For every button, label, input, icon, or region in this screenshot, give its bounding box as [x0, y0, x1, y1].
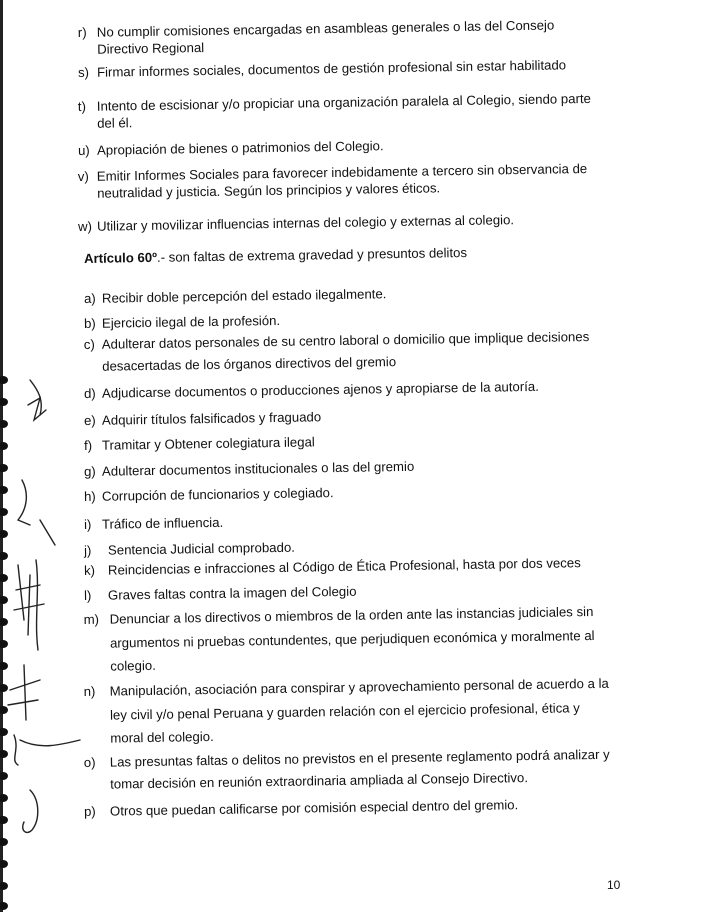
- item-letter: t): [77, 98, 87, 115]
- list-item-s: [78, 56, 605, 81]
- item-text-line: neutralidad y justicia. Según los principios y valores éticos.: [97, 180, 441, 201]
- item-letter: j): [83, 542, 92, 558]
- item-letter: u): [77, 142, 90, 158]
- item-letter: w): [77, 218, 93, 234]
- item-letter: m): [83, 611, 100, 628]
- item-text-line: Graves faltas contra la imagen del Colegio: [107, 583, 357, 603]
- item-text-line: Firmar informes sociales, documentos de gestión profesional sin estar habilitado: [96, 57, 567, 80]
- item-text-line: Adjudicarse documentos o producciones ajenos y apropiarse de la autoría.: [101, 378, 539, 401]
- list-item-i: [84, 506, 602, 536]
- list-item-o: [84, 744, 621, 796]
- item-letter: p): [83, 803, 96, 819]
- list-item-t: [78, 90, 605, 132]
- item-text-line: colegio.: [110, 657, 156, 674]
- article-heading: [84, 244, 467, 268]
- item-text-line: Adulterar datos personales de su centro laboral o domicilio que implique decisiones: [101, 329, 590, 352]
- item-letter: h): [83, 488, 96, 504]
- item-text-line: No cumplir comisiones encargadas en asambleas generales o las del Consejo: [96, 17, 555, 40]
- list-item-u: [78, 134, 605, 159]
- item-text-line: Corrupción de funcionarios y colegiado.: [101, 485, 334, 504]
- item-text-line: Adquirir títulos falsificados y fraguado: [101, 409, 322, 428]
- item-text-line: Manipulación, asociación para conspirar y aprovechamiento personal de acuerdo a la: [109, 675, 609, 699]
- item-letter: f): [83, 437, 93, 453]
- article-title: Artículo 60º: [83, 249, 158, 266]
- item-text-line: Tramitar y Obtener colegiatura ilegal: [101, 434, 315, 453]
- item-text-line: Ejercicio ilegal de la profesión.: [101, 312, 281, 331]
- list-item-n: [83, 672, 620, 751]
- item-text-line: moral del colegio.: [110, 728, 214, 746]
- item-letter: s): [77, 64, 90, 80]
- item-letter: l): [83, 587, 92, 603]
- item-letter: c): [83, 336, 95, 353]
- item-text-line: Tráfico de influencia.: [101, 514, 224, 532]
- item-text-line: Emitir Informes Sociales para favorecer indebidamente a tercero sin observancia de: [96, 161, 588, 184]
- item-text-line: Denunciar a los directivos o miembros de la orden ante las instancias judiciales sin: [109, 603, 594, 627]
- item-text-line: argumentos ni pruebas contundentes, que perjudiquen económica y moralmente al: [109, 627, 595, 651]
- list-item-r: [78, 16, 605, 58]
- list-item-w: [78, 210, 605, 235]
- item-letter: i): [83, 516, 92, 532]
- item-text-line: desacertadas de los órganos directivos del gremio: [102, 354, 397, 374]
- item-letter: o): [83, 754, 96, 771]
- item-text-line: Recibir doble percepción del estado ilegalmente.: [101, 286, 387, 306]
- item-text-line: del él.: [97, 115, 133, 131]
- item-text-line: Adulterar documentos institucionales o las del gremio: [101, 458, 415, 479]
- list-item-m: [83, 600, 620, 679]
- item-letter: e): [83, 412, 96, 428]
- item-letter: g): [83, 463, 96, 479]
- item-text-line: Reincidencias e infracciones al Código de Ética Profesional, hasta por dos veces: [107, 555, 581, 578]
- item-letter: v): [77, 168, 89, 185]
- item-text-line: Intento de escisionar y/o propiciar una organización paralela al Colegio, siendo parte: [96, 90, 592, 114]
- list-item-p: [84, 793, 610, 823]
- list-item-h: [84, 478, 602, 508]
- item-text-line: tomar decisión en reunión extraordinaria ampliada al Consejo Directivo.: [110, 770, 529, 792]
- item-text-line: Directivo Regional: [97, 40, 205, 57]
- item-letter: k): [83, 562, 96, 578]
- list-item-d: [84, 375, 602, 405]
- list-item-c: [84, 326, 625, 378]
- item-letter: n): [83, 683, 96, 700]
- item-text-line: Utilizar y movilizar influencias internas del colegio y externas al colegio.: [96, 212, 515, 234]
- item-letter: b): [83, 315, 96, 331]
- item-text-line: Las presuntas faltas o delitos no previstos en el presente reglamento podrá analizar y: [109, 746, 610, 770]
- item-letter: d): [83, 385, 96, 401]
- page-number: 10: [607, 878, 621, 892]
- article-description: .- son faltas de extrema gravedad y presuntos delitos: [156, 244, 468, 265]
- list-item-f: [84, 427, 602, 457]
- item-text-line: Apropiación de bienes o patrimonios del Colegio.: [96, 138, 384, 158]
- item-text-line: ley civil y/o penal Peruana y guarden relación con el ejercicio profesional, ética y: [109, 699, 580, 723]
- list-item-v: [78, 160, 617, 202]
- item-letter: r): [77, 24, 87, 41]
- item-text-line: Otros que puedan calificarse por comisión especial dentro del gremio.: [109, 797, 519, 819]
- item-letter: a): [83, 290, 96, 306]
- item-text-line: Sentencia Judicial comprobado.: [107, 539, 296, 558]
- handwritten-signatures: [0, 360, 93, 860]
